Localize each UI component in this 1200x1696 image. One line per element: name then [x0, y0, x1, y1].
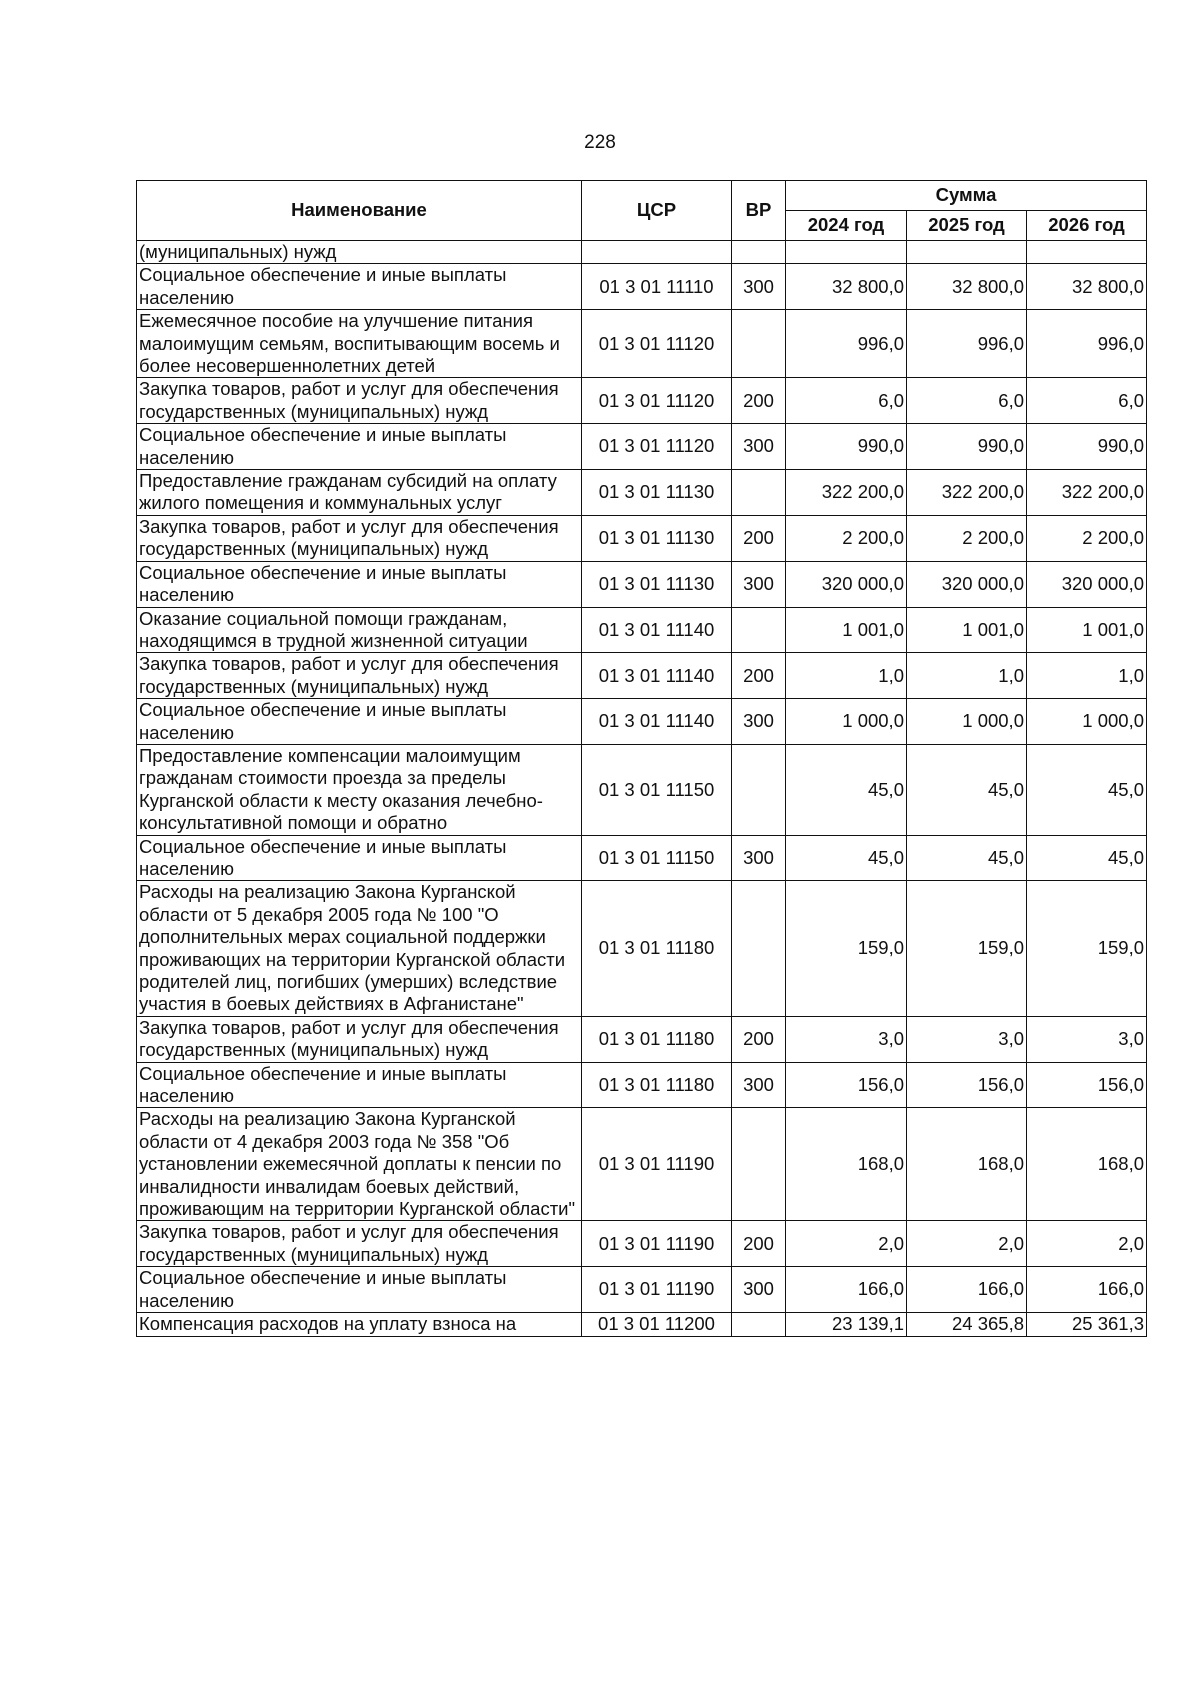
- amount-2024-cell: 168,0: [786, 1108, 907, 1221]
- amount-2026-cell: 32 800,0: [1027, 264, 1147, 310]
- name-cell: Социальное обеспечение и иные выплаты населению: [137, 835, 582, 881]
- csr-cell: 01 3 01 11120: [582, 424, 732, 470]
- amount-2026-cell: 320 000,0: [1027, 561, 1147, 607]
- csr-cell: 01 3 01 11150: [582, 744, 732, 835]
- header-year-2024: 2024 год: [786, 211, 907, 241]
- amount-2024-cell: 996,0: [786, 310, 907, 378]
- csr-cell: 01 3 01 11140: [582, 653, 732, 699]
- page-number: 228: [584, 132, 616, 153]
- vr-cell: 300: [732, 1267, 786, 1313]
- table-row: [137, 561, 1147, 607]
- vr-cell: [732, 241, 786, 264]
- name-cell: Закупка товаров, работ и услуг для обеспечения государственных (муниципальных) нужд: [137, 515, 582, 561]
- vr-cell: 200: [732, 378, 786, 424]
- header-csr: ЦСР: [582, 181, 732, 241]
- csr-cell: [582, 241, 732, 264]
- amount-2025-cell: 990,0: [907, 424, 1027, 470]
- vr-cell: 200: [732, 1016, 786, 1062]
- amount-2026-cell: 168,0: [1027, 1108, 1147, 1221]
- table-row: [137, 378, 1147, 424]
- amount-2026-cell: 3,0: [1027, 1016, 1147, 1062]
- amount-2026-cell: 2,0: [1027, 1221, 1147, 1267]
- amount-2026-cell: 166,0: [1027, 1267, 1147, 1313]
- amount-2026-cell: 990,0: [1027, 424, 1147, 470]
- amount-2025-cell: 1,0: [907, 653, 1027, 699]
- name-cell: Социальное обеспечение и иные выплаты населению: [137, 1062, 582, 1108]
- table-row: [137, 1313, 1147, 1336]
- amount-2026-cell: [1027, 241, 1147, 264]
- amount-2024-cell: 2 200,0: [786, 515, 907, 561]
- table-header: [137, 181, 1147, 241]
- amount-2025-cell: 996,0: [907, 310, 1027, 378]
- name-cell: Закупка товаров, работ и услуг для обеспечения государственных (муниципальных) нужд: [137, 378, 582, 424]
- amount-2025-cell: 320 000,0: [907, 561, 1027, 607]
- name-cell: Расходы на реализацию Закона Курганской области от 5 декабря 2005 года № 100 "О дополнительных мерах социальной поддержки проживающих на территории Курганской области родителей лиц, погибших (умерших) вследствие участия в боевых действиях в Афганистане": [137, 881, 582, 1016]
- vr-cell: [732, 470, 786, 516]
- amount-2024-cell: 159,0: [786, 881, 907, 1016]
- amount-2025-cell: 1 001,0: [907, 607, 1027, 653]
- csr-cell: 01 3 01 11200: [582, 1313, 732, 1336]
- amount-2026-cell: 2 200,0: [1027, 515, 1147, 561]
- amount-2024-cell: 320 000,0: [786, 561, 907, 607]
- table-row: [137, 744, 1147, 835]
- amount-2025-cell: 45,0: [907, 835, 1027, 881]
- name-cell: Социальное обеспечение и иные выплаты населению: [137, 699, 582, 745]
- amount-2024-cell: 3,0: [786, 1016, 907, 1062]
- vr-cell: [732, 310, 786, 378]
- csr-cell: 01 3 01 11120: [582, 378, 732, 424]
- csr-cell: 01 3 01 11130: [582, 470, 732, 516]
- amount-2026-cell: 45,0: [1027, 744, 1147, 835]
- table-row: [137, 1062, 1147, 1108]
- vr-cell: 300: [732, 264, 786, 310]
- csr-cell: 01 3 01 11150: [582, 835, 732, 881]
- name-cell: Закупка товаров, работ и услуг для обеспечения государственных (муниципальных) нужд: [137, 1221, 582, 1267]
- csr-cell: 01 3 01 11130: [582, 561, 732, 607]
- name-cell: Оказание социальной помощи гражданам, находящимся в трудной жизненной ситуации: [137, 607, 582, 653]
- amount-2024-cell: 322 200,0: [786, 470, 907, 516]
- amount-2026-cell: 156,0: [1027, 1062, 1147, 1108]
- name-cell: Предоставление гражданам субсидий на оплату жилого помещения и коммунальных услуг: [137, 470, 582, 516]
- csr-cell: 01 3 01 11120: [582, 310, 732, 378]
- table-body: [137, 241, 1147, 1337]
- amount-2026-cell: 1 000,0: [1027, 699, 1147, 745]
- amount-2025-cell: 6,0: [907, 378, 1027, 424]
- table-row: [137, 424, 1147, 470]
- amount-2024-cell: 990,0: [786, 424, 907, 470]
- csr-cell: 01 3 01 11180: [582, 1016, 732, 1062]
- name-cell: Социальное обеспечение и иные выплаты населению: [137, 561, 582, 607]
- header-name: Наименование: [137, 181, 582, 241]
- amount-2026-cell: 45,0: [1027, 835, 1147, 881]
- table-row: [137, 241, 1147, 264]
- csr-cell: 01 3 01 11110: [582, 264, 732, 310]
- table-row: [137, 264, 1147, 310]
- table-row: [137, 1108, 1147, 1221]
- amount-2024-cell: 1 000,0: [786, 699, 907, 745]
- csr-cell: 01 3 01 11180: [582, 1062, 732, 1108]
- vr-cell: 300: [732, 1062, 786, 1108]
- budget-table: [136, 180, 1147, 1337]
- vr-cell: [732, 1313, 786, 1336]
- amount-2026-cell: 1 001,0: [1027, 607, 1147, 653]
- vr-cell: 200: [732, 515, 786, 561]
- amount-2025-cell: 168,0: [907, 1108, 1027, 1221]
- vr-cell: 300: [732, 424, 786, 470]
- vr-cell: [732, 881, 786, 1016]
- amount-2024-cell: [786, 241, 907, 264]
- table-row: [137, 699, 1147, 745]
- vr-cell: 300: [732, 561, 786, 607]
- amount-2025-cell: [907, 241, 1027, 264]
- vr-cell: [732, 1108, 786, 1221]
- amount-2024-cell: 1,0: [786, 653, 907, 699]
- vr-cell: [732, 744, 786, 835]
- amount-2025-cell: 2 200,0: [907, 515, 1027, 561]
- csr-cell: 01 3 01 11190: [582, 1267, 732, 1313]
- amount-2025-cell: 322 200,0: [907, 470, 1027, 516]
- amount-2026-cell: 159,0: [1027, 881, 1147, 1016]
- amount-2025-cell: 45,0: [907, 744, 1027, 835]
- amount-2026-cell: 6,0: [1027, 378, 1147, 424]
- amount-2024-cell: 156,0: [786, 1062, 907, 1108]
- table-row: [137, 835, 1147, 881]
- amount-2025-cell: 2,0: [907, 1221, 1027, 1267]
- amount-2025-cell: 3,0: [907, 1016, 1027, 1062]
- amount-2025-cell: 24 365,8: [907, 1313, 1027, 1336]
- amount-2024-cell: 45,0: [786, 835, 907, 881]
- amount-2026-cell: 25 361,3: [1027, 1313, 1147, 1336]
- table-row: [137, 470, 1147, 516]
- vr-cell: 300: [732, 699, 786, 745]
- vr-cell: 200: [732, 1221, 786, 1267]
- header-year-2025: 2025 год: [907, 211, 1027, 241]
- table-row: [137, 310, 1147, 378]
- table-row: [137, 1221, 1147, 1267]
- csr-cell: 01 3 01 11140: [582, 607, 732, 653]
- name-cell: Закупка товаров, работ и услуг для обеспечения государственных (муниципальных) нужд: [137, 653, 582, 699]
- csr-cell: 01 3 01 11180: [582, 881, 732, 1016]
- header-vr: ВР: [732, 181, 786, 241]
- table-row: [137, 881, 1147, 1016]
- amount-2024-cell: 1 001,0: [786, 607, 907, 653]
- vr-cell: 300: [732, 835, 786, 881]
- amount-2026-cell: 1,0: [1027, 653, 1147, 699]
- vr-cell: [732, 607, 786, 653]
- amount-2025-cell: 156,0: [907, 1062, 1027, 1108]
- name-cell: Социальное обеспечение и иные выплаты населению: [137, 264, 582, 310]
- header-sum: Сумма: [786, 181, 1147, 211]
- amount-2024-cell: 166,0: [786, 1267, 907, 1313]
- amount-2024-cell: 45,0: [786, 744, 907, 835]
- amount-2025-cell: 166,0: [907, 1267, 1027, 1313]
- amount-2024-cell: 23 139,1: [786, 1313, 907, 1336]
- csr-cell: 01 3 01 11190: [582, 1108, 732, 1221]
- csr-cell: 01 3 01 11140: [582, 699, 732, 745]
- table-row: [137, 607, 1147, 653]
- name-cell: Компенсация расходов на уплату взноса на: [137, 1313, 582, 1336]
- csr-cell: 01 3 01 11190: [582, 1221, 732, 1267]
- amount-2024-cell: 2,0: [786, 1221, 907, 1267]
- amount-2025-cell: 1 000,0: [907, 699, 1027, 745]
- name-cell: Социальное обеспечение и иные выплаты населению: [137, 424, 582, 470]
- table-row: [137, 1267, 1147, 1313]
- name-cell: Закупка товаров, работ и услуг для обеспечения государственных (муниципальных) нужд: [137, 1016, 582, 1062]
- name-cell: (муниципальных) нужд: [137, 241, 582, 264]
- table-row: [137, 653, 1147, 699]
- amount-2024-cell: 6,0: [786, 378, 907, 424]
- name-cell: Социальное обеспечение и иные выплаты населению: [137, 1267, 582, 1313]
- name-cell: Предоставление компенсации малоимущим гражданам стоимости проезда за пределы Курганской области к месту оказания лечебно-консультативной помощи и обратно: [137, 744, 582, 835]
- amount-2026-cell: 322 200,0: [1027, 470, 1147, 516]
- amount-2024-cell: 32 800,0: [786, 264, 907, 310]
- header-year-2026: 2026 год: [1027, 211, 1147, 241]
- amount-2025-cell: 159,0: [907, 881, 1027, 1016]
- table-row: [137, 515, 1147, 561]
- name-cell: Ежемесячное пособие на улучшение питания малоимущим семьям, воспитывающим восемь и более несовершеннолетних детей: [137, 310, 582, 378]
- table-row: [137, 1016, 1147, 1062]
- amount-2025-cell: 32 800,0: [907, 264, 1027, 310]
- name-cell: Расходы на реализацию Закона Курганской области от 4 декабря 2003 года № 358 "Об установлении ежемесячной доплаты к пенсии по инвалидности инвалидам боевых действий, проживающим на территории Курганской области": [137, 1108, 582, 1221]
- amount-2026-cell: 996,0: [1027, 310, 1147, 378]
- vr-cell: 200: [732, 653, 786, 699]
- csr-cell: 01 3 01 11130: [582, 515, 732, 561]
